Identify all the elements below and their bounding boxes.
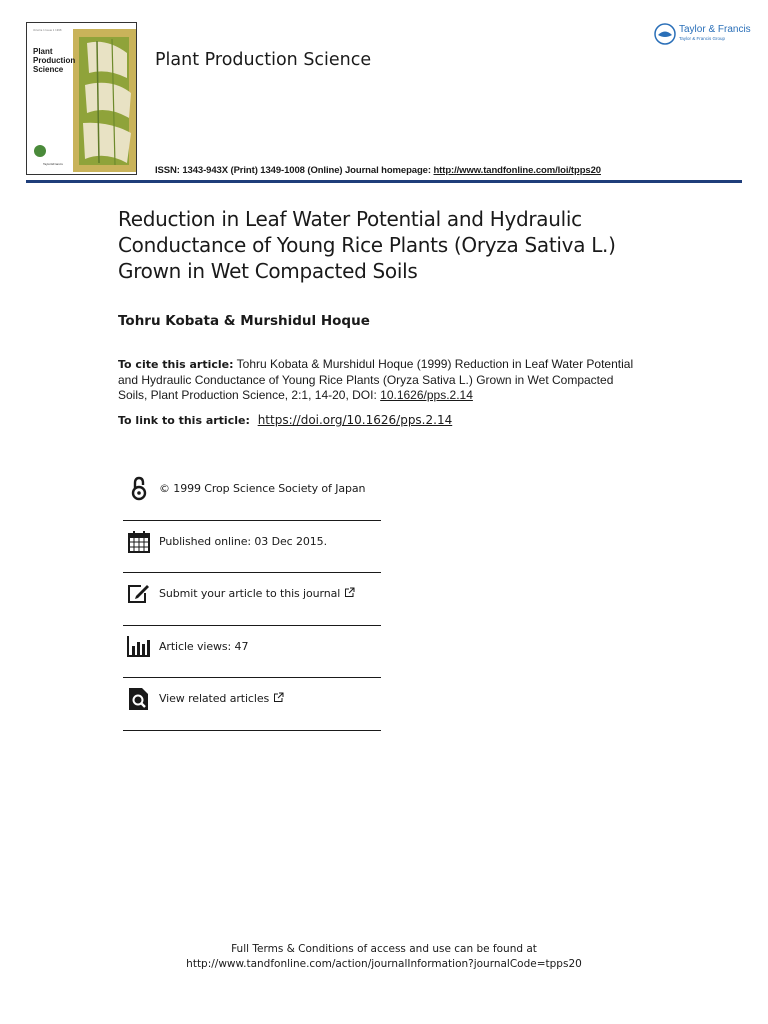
citation-block: [118, 357, 638, 404]
link-label: To link to this article:: [118, 414, 250, 427]
views-item: [123, 626, 381, 679]
related-articles-link[interactable]: View related articles: [159, 692, 284, 705]
article-title: Reduction in Leaf Water Potential and Hydraulic Conductance of Young Rice Plants (Oryza Sativa L.) Grown in Wet Compacted Soils: [118, 207, 616, 283]
journal-name: Plant Production Science: [155, 50, 372, 70]
journal-cover: [26, 22, 137, 175]
submit-item[interactable]: [123, 573, 381, 626]
header-divider: [26, 180, 742, 183]
article-info-list: [123, 468, 381, 731]
terms-footer: [0, 942, 768, 972]
related-articles-search-icon: [126, 686, 152, 712]
issn-line: [155, 165, 601, 176]
article-link-line: [118, 413, 452, 427]
cite-doi-link[interactable]: 10.1626/pps.2.14: [380, 388, 473, 402]
related-item[interactable]: [123, 678, 381, 731]
calendar-icon: [126, 529, 152, 555]
issn-label: ISSN: 1343-943X (Print) 1349-1008 (Online) Journal homepage:: [155, 165, 431, 176]
cover-artwork: [27, 23, 137, 175]
journal-homepage-link[interactable]: http://www.tandfonline.com/loi/tpps20: [433, 165, 601, 176]
copyright-item: [123, 468, 381, 521]
bar-chart-icon: [126, 634, 152, 660]
submit-article-link[interactable]: Submit your article to this journal: [159, 587, 355, 600]
cover-title: Plant Production Science: [33, 47, 76, 74]
external-link-icon: [344, 587, 355, 598]
published-text: Published online: 03 Dec 2015.: [159, 534, 327, 548]
external-link-icon: [273, 692, 284, 703]
publisher-subtitle: Taylor & Francis Group: [679, 36, 726, 41]
doi-link[interactable]: https://doi.org/10.1626/pps.2.14: [257, 413, 453, 427]
footer-terms-link[interactable]: http://www.tandfonline.com/action/journalInformation?journalCode=tpps20: [186, 958, 582, 970]
published-item: [123, 521, 381, 574]
article-authors: Tohru Kobata & Murshidul Hoque: [118, 313, 370, 329]
edit-icon: [126, 581, 152, 607]
cover-issue-text: Volume 1 Issue 1 1998: [33, 29, 62, 32]
cite-text: Tohru Kobata & Murshidul Hoque (1999) Reduction in Leaf Water Potential and Hydraulic Conductance of Young Rice Plants (Oryza Sativa L.) Grown in Wet Compacted Soils, Plant Production Science, 2:1, 14-20, DOI:: [118, 357, 634, 402]
open-access-icon: [126, 476, 152, 502]
publisher-name: Taylor & Francis: [679, 24, 751, 35]
cover-publisher: Taylor&Francis: [43, 162, 63, 166]
copyright-text: © 1999 Crop Science Society of Japan: [159, 482, 366, 495]
footer-line-1: Full Terms & Conditions of access and use can be found at: [231, 943, 537, 955]
cite-label: To cite this article:: [118, 358, 234, 371]
views-text: Article views: 47: [159, 639, 249, 653]
